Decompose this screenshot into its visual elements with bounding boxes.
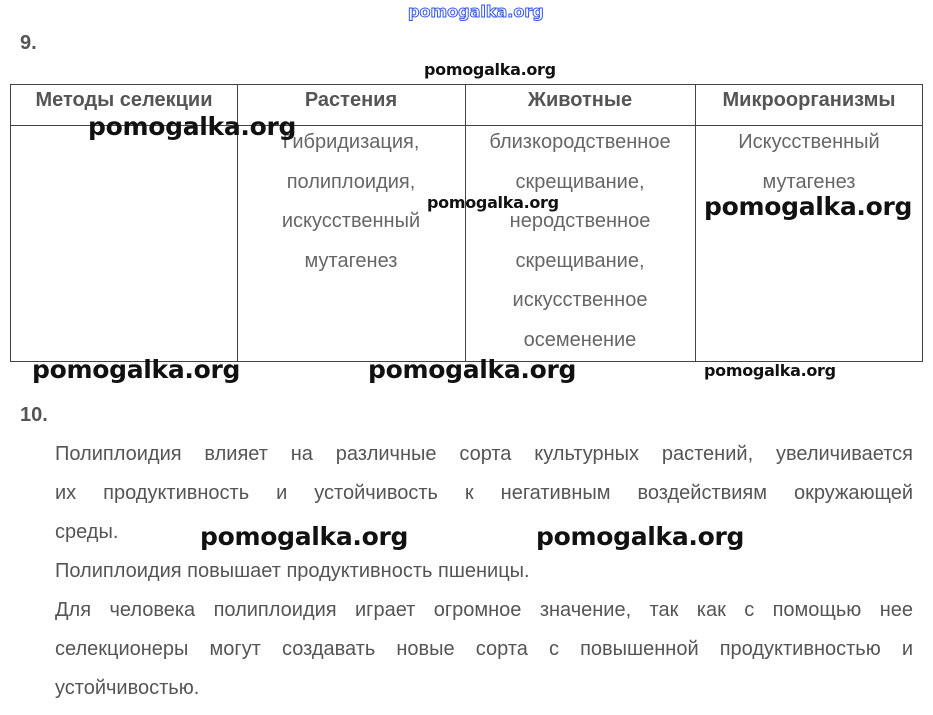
header-plants: Растения: [304, 89, 398, 111]
cell-line: близкородственное: [489, 131, 671, 153]
watermark: pomogalka.org: [536, 522, 745, 551]
watermark: pomogalka.org: [704, 361, 836, 380]
cell-line: искусственное: [512, 289, 648, 311]
cell-line: неродственное: [509, 210, 651, 232]
header-animals: Животные: [527, 89, 633, 111]
watermark: pomogalka.org: [427, 193, 559, 212]
paragraph-line: селекционеры могут создавать новые сорта с повышенной продуктивностью и: [55, 638, 913, 660]
paragraph-line: среды.: [55, 521, 119, 543]
cell-line: осеменение: [523, 328, 637, 351]
paragraph-line: Полиплоидия влияет на различные сорта культурных растений, увеличивается: [55, 443, 913, 465]
cell-animals: [465, 123, 695, 360]
header-microorganisms: Микроорганизмы: [722, 89, 896, 111]
watermark: pomogalka.org: [704, 192, 913, 221]
watermark: pomogalka.org: [368, 355, 577, 384]
watermark: pomogalka.org: [200, 522, 409, 551]
task-10-number: 10.: [20, 404, 48, 426]
watermark-top: pomogalka.org: [408, 2, 544, 21]
task-10-answer: [55, 435, 913, 708]
watermark: pomogalka.org: [424, 60, 556, 79]
watermark: pomogalka.org: [32, 355, 241, 384]
header-methods: Методы селекции: [35, 89, 213, 111]
paragraph-line: Для человека полиплоидия играет огромное значение, так как с помощью нее: [55, 599, 913, 621]
cell-line: Гибридизация,: [282, 131, 420, 153]
cell-line: скрещивание,: [515, 170, 645, 193]
cell-line: искусственный: [281, 210, 421, 232]
task-9-number: 9.: [20, 32, 37, 54]
cell-line: скрещивание,: [515, 249, 645, 272]
cell-line: мутагенез: [304, 249, 398, 272]
paragraph-line: их продуктивность и устойчивость к негативным воздействиям окружающей: [55, 482, 913, 504]
paragraph-line: Полиплоидия повышает продуктивность пшеницы.: [55, 560, 530, 582]
cell-line: полиплоидия,: [286, 170, 416, 193]
cell-microorganisms: [695, 123, 923, 202]
watermark: pomogalka.org: [88, 112, 297, 141]
cell-line: мутагенез: [762, 170, 856, 193]
cell-line: Искусственный: [738, 131, 880, 153]
paragraph-line: устойчивостью.: [55, 677, 200, 699]
